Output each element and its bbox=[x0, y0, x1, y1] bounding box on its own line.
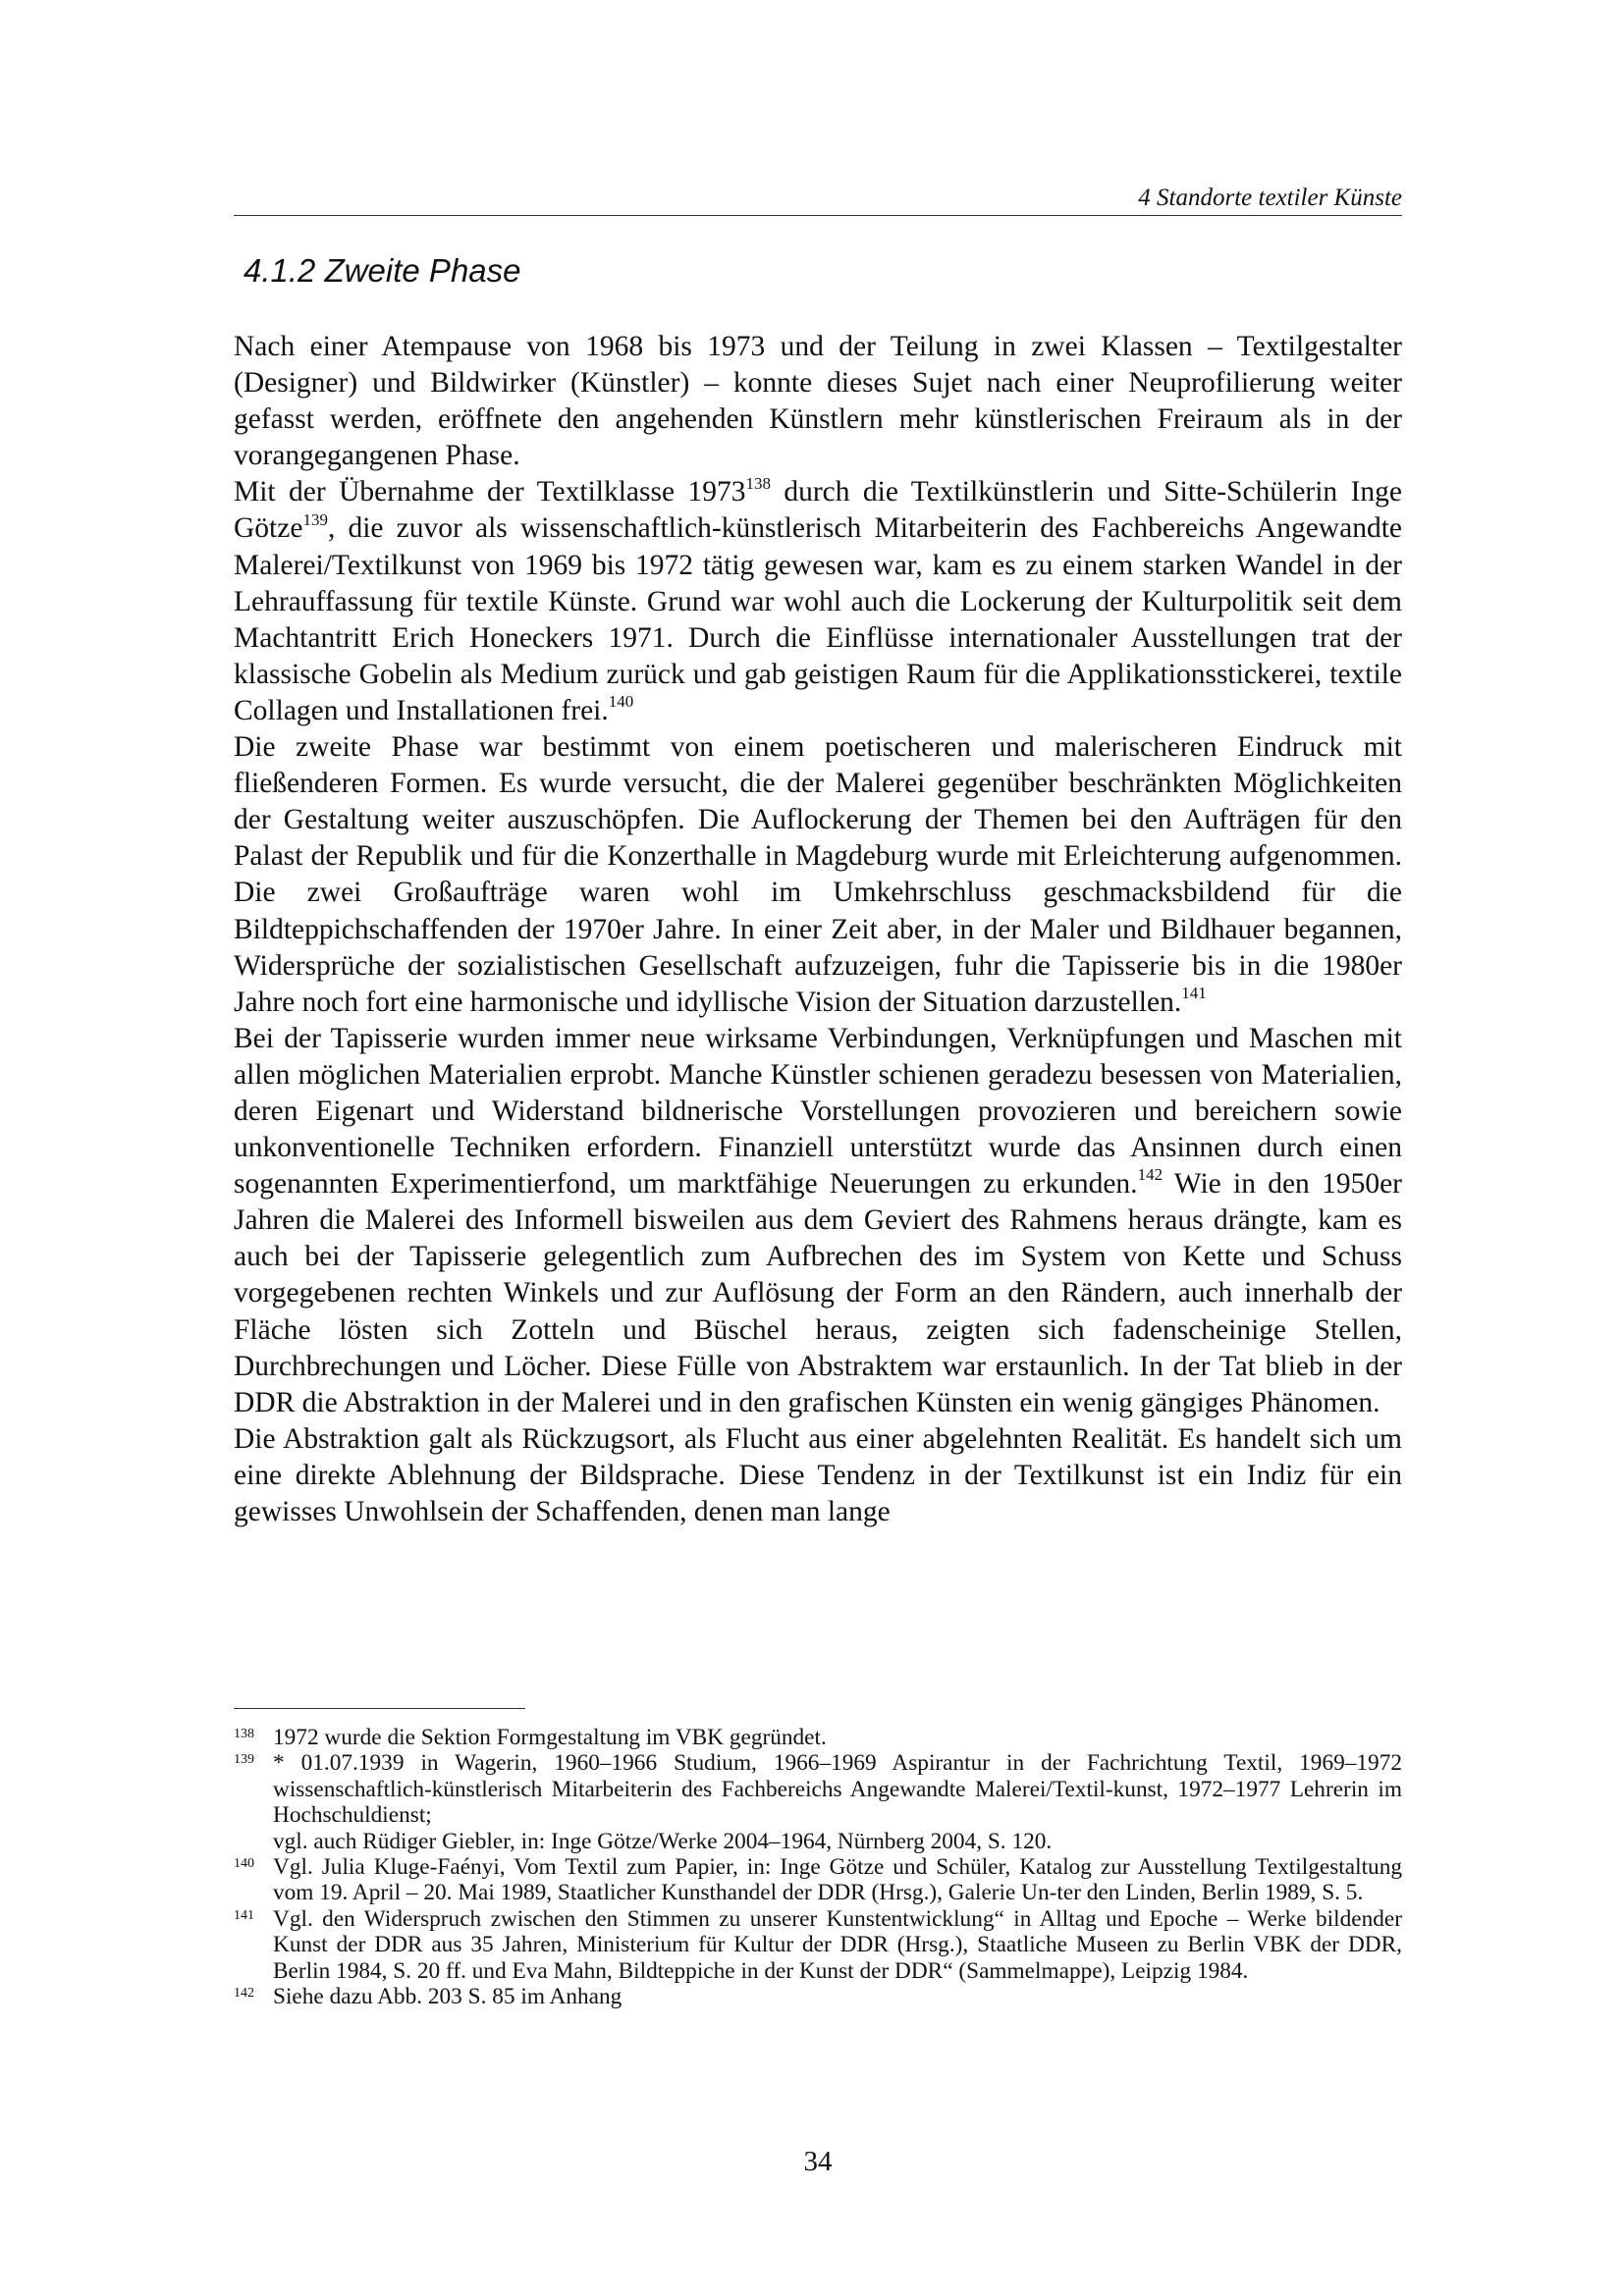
document-page bbox=[234, 0, 1402, 2296]
footnote-line: vgl. auch Rüdiger Giebler, in: Inge Götze/Werke 2004–1964, Nürnberg 2004, S. 120. bbox=[273, 1828, 1053, 1854]
footnote-ref-138: 138 bbox=[745, 473, 771, 493]
footnote-number: 138 bbox=[234, 1727, 254, 1741]
paragraph-4 bbox=[234, 1021, 1402, 1421]
footnote-141 bbox=[234, 1906, 1402, 1984]
paragraph-3-text: Die zweite Phase war bestimmt von einem poetischeren und malerischeren Eindruck mit fließenderen Formen. Es wurde versucht, die der Malerei gegenüber beschränkten Möglichkeiten der Gestaltung weiter auszuschöpfen. Die Auflockerung der Themen bei den Aufträgen für den Palast der Republik und für die Konzerthalle in Magdeburg wurde mit Erleichterung aufgenommen. Die zwei Großaufträge waren wohl im Umkehrschluss geschmacksbildend für die Bildteppichschaffenden der 1970er Jahre. In einer Zeit aber, in der Maler und Bildhauer begannen, Widersprüche der sozialistischen Gesellschaft aufzuzeigen, fuhr die Tapisserie bis in die 1980er Jahre noch fort eine harmonische und idyllische Vision der Situation darzustellen. bbox=[234, 731, 1402, 1018]
footnote-142 bbox=[234, 1984, 1402, 2009]
footnote-ref-141: 141 bbox=[1181, 983, 1207, 1002]
footnote-text: Vgl. Julia Kluge-Faényi, Vom Textil zum Papier, in: Inge Götze und Schüler, Katalog zur Ausstellung Textilgestaltung vom 19. April – 20. Mai 1989, Staatlicher Kunsthandel der DDR (Hrsg.), Galerie Un-ter den Linden, Berlin 1989, S. 5. bbox=[273, 1854, 1402, 1906]
section-heading: 4.1.2 Zweite Phase bbox=[243, 252, 521, 289]
page-number: 34 bbox=[803, 2146, 833, 2177]
running-header: 4 Standorte textiler Künste bbox=[234, 184, 1402, 216]
paragraph-1: Nach einer Atempause von 1968 bis 1973 und der Teilung in zwei Klassen – Textilgestalter (Designer) und Bildwirker (Künstler) – konnte dieses Sujet nach einer Neuprofilierung weiter gefasst werden, eröffnete den angehenden Künstlern mehr künstlerischen Freiraum als in der vorangegangenen Phase. bbox=[234, 331, 1402, 472]
footnote-140 bbox=[234, 1854, 1402, 1906]
footnote-ref-140: 140 bbox=[608, 692, 634, 712]
paragraph-2-part-c: , die zuvor als wissenschaftlich-künstlerisch Mitarbeiterin des Fachbereichs Angewandte Malerei/Textilkunst von 1969 bis 1972 tätig gewesen war, kam es zu einem starken Wandel in der Lehrauffassung für textile Künste. Grund war wohl auch die Lockerung der Kulturpolitik seit dem Machtantritt Erich Honeckers 1971. Durch die Einflüsse internationaler Ausstellungen trat der klassische Gobelin als Medium zurück und gab geistigen Raum für die Applikationsstickerei, textile Collagen und Installationen frei. bbox=[234, 512, 1402, 726]
footnote-ref-142: 142 bbox=[1137, 1165, 1163, 1185]
footnote-ref-139: 139 bbox=[302, 509, 328, 529]
footnote-139 bbox=[234, 1750, 1402, 1854]
footnotes bbox=[234, 1725, 1402, 2009]
footnote-text bbox=[273, 1750, 1402, 1854]
footnote-text: Siehe dazu Abb. 203 S. 85 im Anhang bbox=[273, 1984, 622, 2010]
paragraph-2-part-a: Mit der Übernahme der Textilklasse 1973 bbox=[234, 476, 746, 508]
footnote-number: 142 bbox=[234, 1986, 254, 2002]
footnote-text: Vgl. den Widerspruch zwischen den Stimmen zu unserer Kunstentwicklung“ in Alltag und Epoche – Werke bildender Kunst der DDR aus 35 Jahren, Ministerium für Kultur der DDR (Hrsg.), Staatliche Museen zu Berlin VBK der DDR, Berlin 1984, S. 20 ff. und Eva Mahn, Bildteppiche in der Kunst der DDR“ (Sammelmappe), Leipzig 1984. bbox=[273, 1905, 1402, 1984]
footnote-number: 140 bbox=[234, 1856, 254, 1872]
footnote-separator bbox=[234, 1708, 525, 1709]
footnote-line: * 01.07.1939 in Wagerin, 1960–1966 Studium, 1966–1969 Aspirantur in der Fachrichtung Textil, 1969–1972 wissenschaftlich-künstlerisch Mitarbeiterin des Fachbereichs Angewandte Malerei/Textil-kunst, 1972–1977 Lehrerin im Hochschuldienst; bbox=[273, 1750, 1402, 1829]
paragraph-2 bbox=[234, 474, 1402, 729]
body-text bbox=[234, 329, 1402, 1530]
paragraph-4-part-a: Bei der Tapisserie wurden immer neue wirksame Verbindungen, Verknüpfungen und Maschen mit allen möglichen Materialien erprobt. Manche Künstler schienen geradezu besessen von Materialien, deren Eigenart und Widerstand bildnerische Vorstellungen provozieren und bereichern sowie unkonventionelle Techniken erfordern. Finanziell unterstützt wurde das Ansinnen durch einen sogenannten Experimentierfond, um marktfähige Neuerungen zu erkunden. bbox=[234, 1022, 1402, 1201]
paragraph-5: Die Abstraktion galt als Rückzugsort, als Flucht aus einer abgelehnten Realität. Es handelt sich um eine direkte Ablehnung der Bildsprache. Diese Tendenz in der Textilkunst ist ein Indiz für ein gewisses Unwohlsein der Schaffenden, denen man lange bbox=[234, 1422, 1402, 1527]
footnote-text: 1972 wurde die Sektion Formgestaltung im VBK gegründet. bbox=[273, 1725, 827, 1750]
footnote-number: 141 bbox=[234, 1907, 254, 1923]
paragraph-4-part-b: Wie in den 1950er Jahren die Malerei des Informell bisweilen aus dem Geviert des Rahmens heraus drängte, kam es auch bei der Tapisserie gelegentlich zum Aufbrechen des im System von Kette und Schuss vorgegebenen rechten Winkels und zur Auflösung der Form an den Rändern, auch innerhalb der Fläche lösten sich Zotteln und Büschel heraus, zeigten sich fadenscheinige Stellen, Durchbrechungen und Löcher. Diese Fülle von Abstraktem war erstaunlich. In der Tat blieb in der DDR die Abstraktion in der Malerei und in den grafischen Künsten ein wenig gängiges Phänomen. bbox=[234, 1168, 1402, 1418]
paragraph-2-part-b: durch die Textilkünstlerin und Sitte-Schülerin Inge Götze bbox=[234, 476, 1402, 545]
footnote-138 bbox=[234, 1725, 1402, 1750]
paragraph-3 bbox=[234, 729, 1402, 1021]
footnote-number: 139 bbox=[234, 1752, 254, 1768]
